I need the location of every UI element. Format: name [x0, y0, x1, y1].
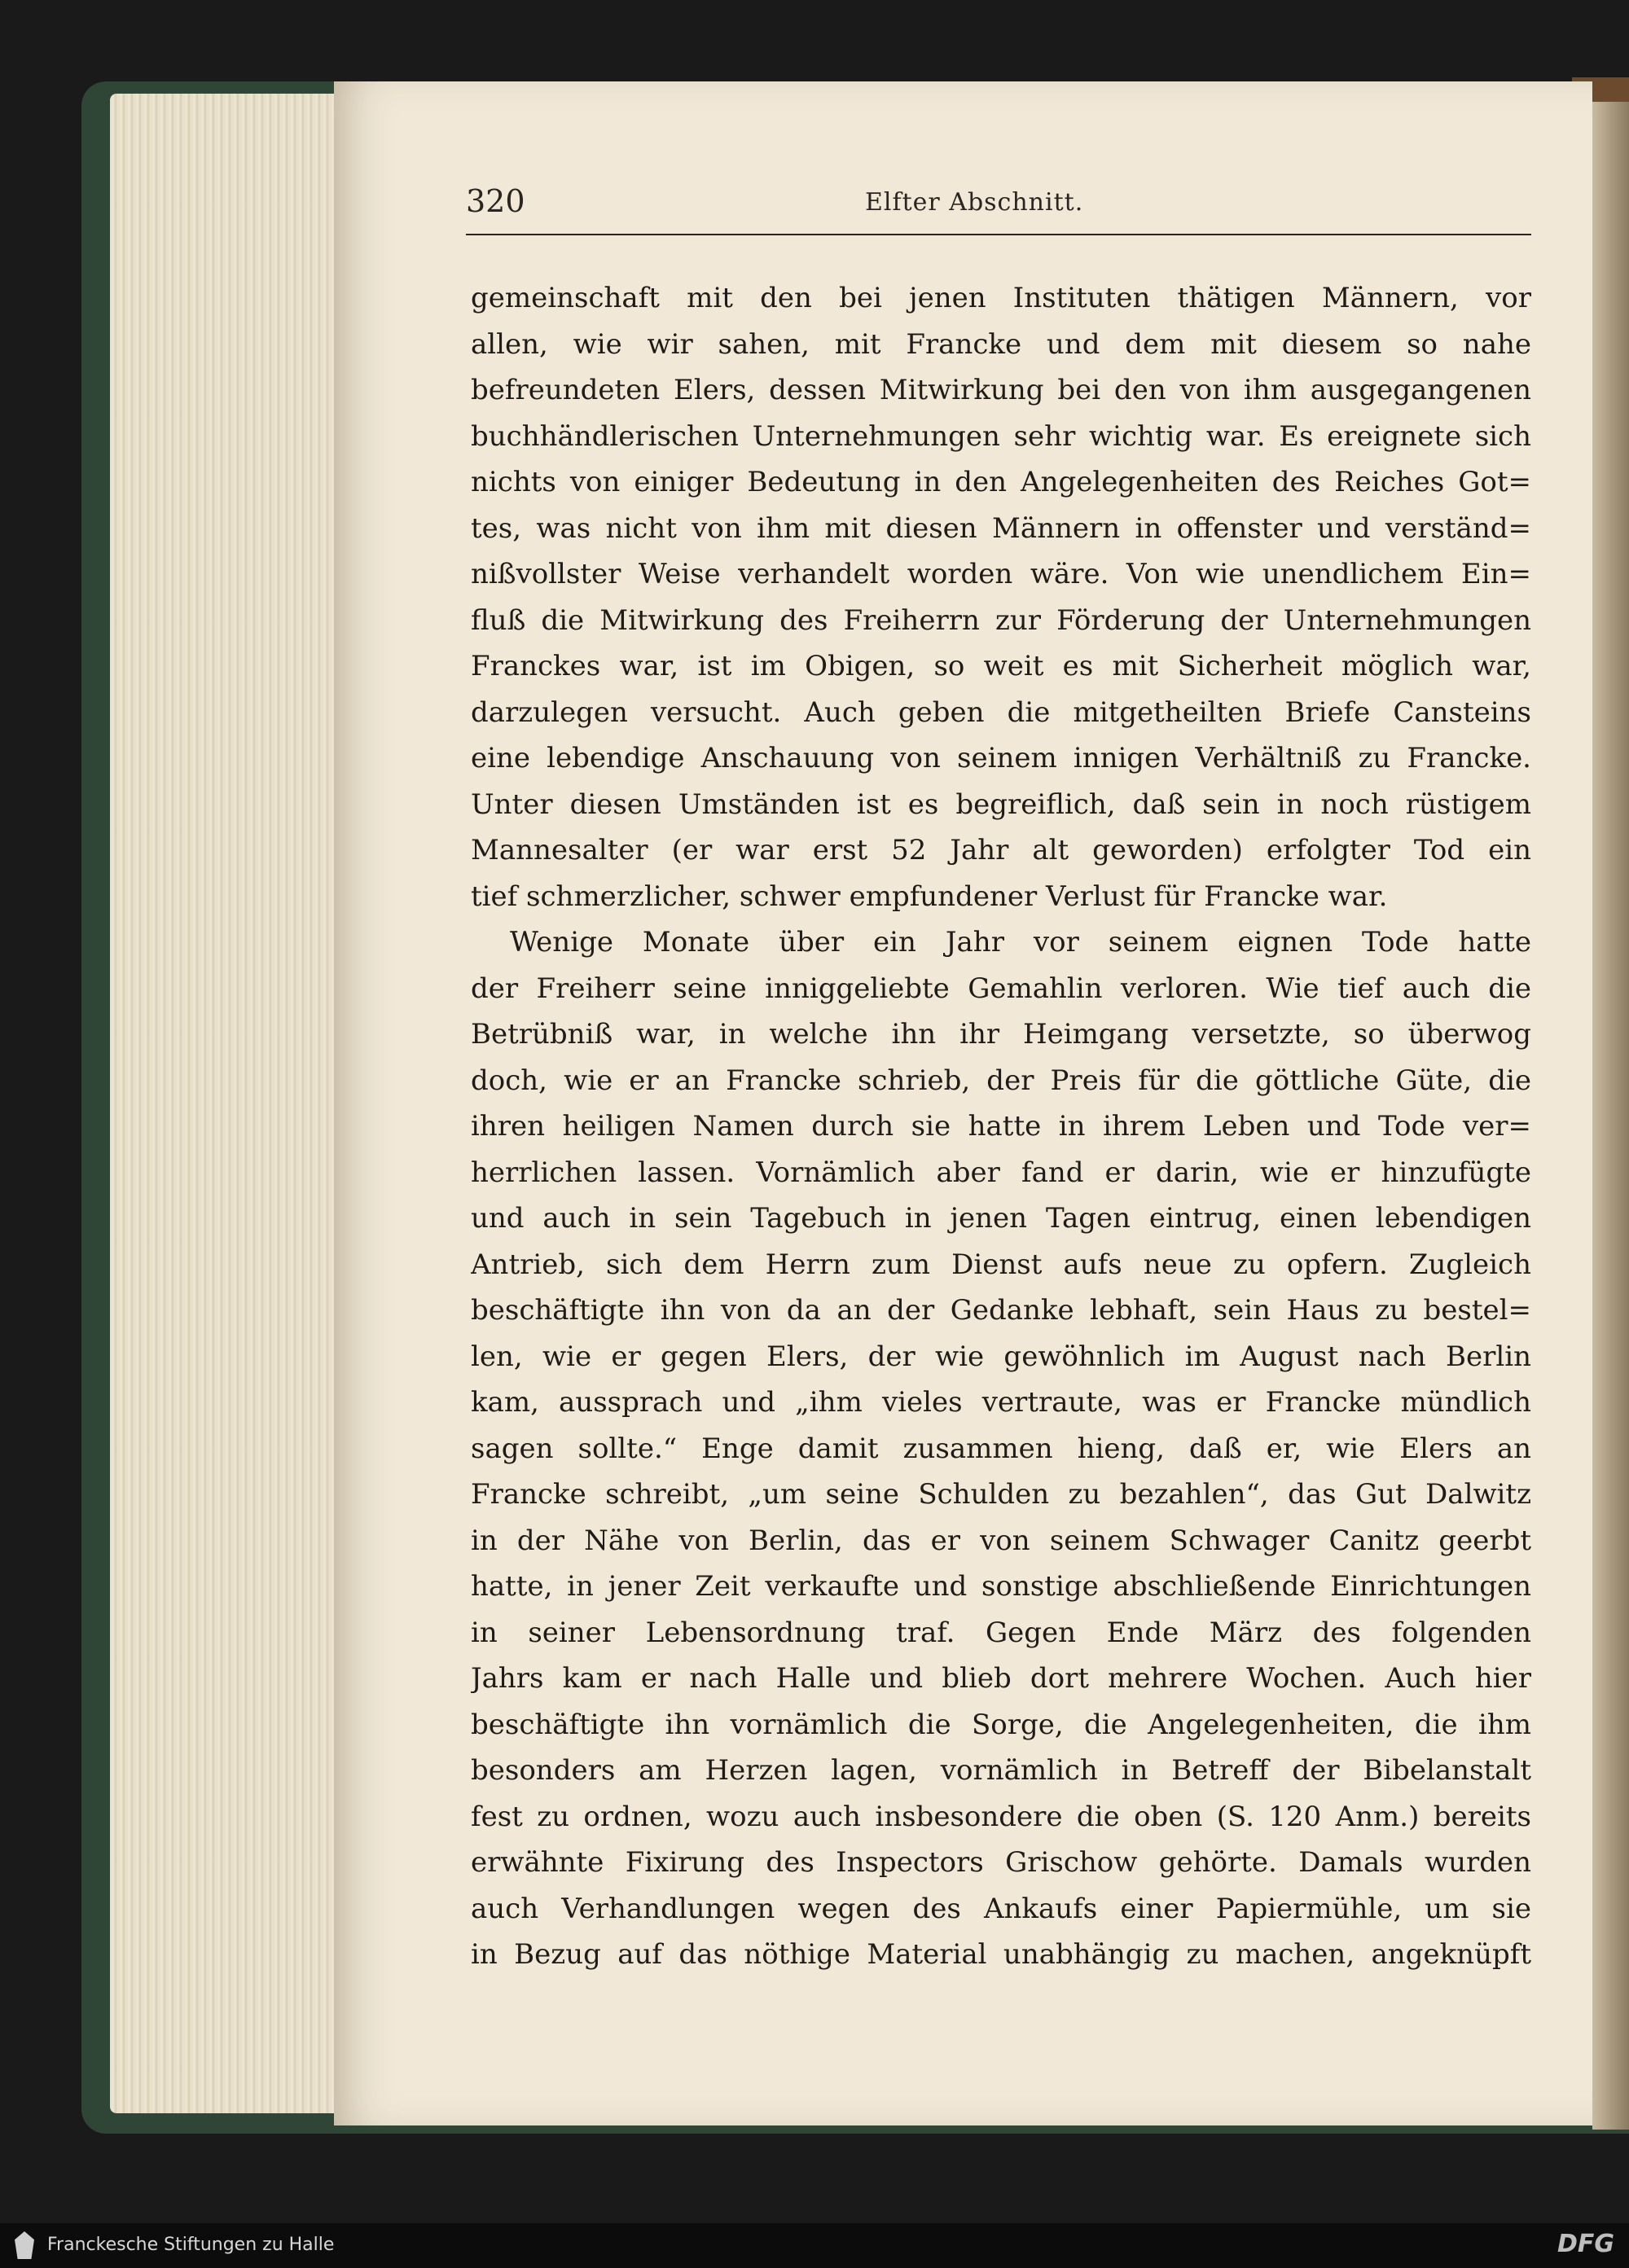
- text-line: herrlichen lassen. Vornämlich aber fand er darin, wie er hinzufügte: [471, 1156, 1531, 1189]
- text-line: len, wie er gegen Elers, der wie gewöhnlich im August nach Berlin: [471, 1340, 1531, 1373]
- text-line: in seiner Lebensordnung traf. Gegen Ende März des folgenden: [471, 1616, 1531, 1649]
- text-line: buchhändlerischen Unternehmungen sehr wichtig war. Es ereignete sich: [471, 419, 1531, 453]
- text-line: Franckes war, ist im Obigen, so weit es mit Sicherheit möglich war,: [471, 650, 1531, 682]
- text-line: darzulegen versucht. Auch geben die mitgetheilten Briefe Cansteins: [471, 695, 1531, 729]
- section-title: Elfter Abschnitt.: [865, 188, 1084, 217]
- text-line: auch Verhandlungen wegen des Ankaufs einer Papiermühle, um sie: [471, 1892, 1531, 1925]
- text-line: fluß die Mitwirkung des Freiherrn zur Förderung der Unternehmungen: [471, 603, 1531, 637]
- text-line: beschäftigte ihn von da an der Gedanke lebhaft, sein Haus zu bestel=: [471, 1294, 1531, 1327]
- text-line: und auch in sein Tagebuch in jenen Tagen eintrug, einen lebendigen: [471, 1202, 1531, 1235]
- text-line: gemeinschaft mit den bei jenen Instituten thätigen Männern, vor: [471, 282, 1531, 314]
- text-line: in der Nähe von Berlin, das er von seinem Schwager Canitz geerbt: [471, 1524, 1531, 1557]
- text-line: hatte, in jener Zeit verkaufte und sonstige abschließende Einrichtungen: [471, 1570, 1531, 1603]
- text-line: kam, aussprach und „ihm vieles vertraute, was er Francke mündlich: [471, 1386, 1531, 1419]
- text-line: nißvollster Weise verhandelt worden wäre. Von wie unendlichem Ein=: [471, 558, 1531, 590]
- text-line: befreundeten Elers, dessen Mitwirkung bei den von ihm ausgegangenen: [471, 374, 1531, 406]
- text-line: sagen sollte.“ Enge damit zusammen hieng, daß er, wie Elers an: [471, 1432, 1531, 1465]
- text-line: eine lebendige Anschauung von seinem innigen Verhältniß zu Francke.: [471, 742, 1531, 774]
- footer-bar: [0, 2223, 1629, 2268]
- text-line: tes, was nicht von ihm mit diesen Männern in offenster und verständ=: [471, 511, 1531, 545]
- footer-dfg-logo: DFG: [1557, 2230, 1614, 2258]
- text-line: ihren heiligen Namen durch sie hatte in ihrem Leben und Tode ver=: [471, 1110, 1531, 1143]
- text-line: fest zu ordnen, wozu auch insbesondere die oben (S. 120 Anm.) bereits: [471, 1800, 1531, 1833]
- text-line: besonders am Herzen lagen, vornämlich in Betreff der Bibelanstalt: [471, 1754, 1531, 1787]
- text-line: der Freiherr seine inniggeliebte Gemahlin verloren. Wie tief auch die: [471, 972, 1531, 1005]
- page-stack-edges: [110, 94, 346, 2113]
- text-line: tief schmerzlicher, schwer empfundener Verlust für Francke war.: [471, 880, 1388, 913]
- text-line: Francke schreibt, „um seine Schulden zu bezahlen“, das Gut Dalwitz: [471, 1478, 1531, 1511]
- text-line: Unter diesen Umständen ist es begreiflich, daß sein in noch rüstigem: [471, 787, 1531, 821]
- page-number: 320: [466, 183, 525, 219]
- text-line: allen, wie wir sahen, mit Francke und dem mit diesem so nahe: [471, 327, 1531, 361]
- text-line: doch, wie er an Francke schrieb, der Preis für die göttliche Güte, die: [471, 1064, 1531, 1097]
- text-line: Jahrs kam er nach Halle und blieb dort mehrere Wochen. Auch hier: [471, 1662, 1531, 1695]
- text-line: beschäftigte ihn vornämlich die Sorge, die Angelegenheiten, die ihm: [471, 1708, 1531, 1741]
- text-line: Antrieb, sich dem Herrn zum Dienst aufs neue zu opfern. Zugleich: [471, 1248, 1531, 1281]
- text-line: in Bezug auf das nöthige Material unabhängig zu machen, angeknüpft: [471, 1938, 1531, 1971]
- text-line: Mannesalter (er war erst 52 Jahr alt geworden) erfolgter Tod ein: [471, 834, 1531, 866]
- footer-institution: Franckesche Stiftungen zu Halle: [47, 2235, 335, 2255]
- text-line: Betrübniß war, in welche ihn ihr Heimgang versetzte, so überwog: [471, 1018, 1531, 1051]
- body-text: [471, 275, 1531, 1978]
- running-head: [466, 183, 1531, 235]
- text-line: nichts von einiger Bedeutung in den Angelegenheiten des Reiches Got=: [471, 466, 1531, 498]
- institution-logo-icon: [15, 2231, 34, 2259]
- text-line: erwähnte Fixirung des Inspectors Grischow gehörte. Damals wurden: [471, 1846, 1531, 1879]
- facing-page-edge: [1592, 102, 1629, 2130]
- text-line: Wenige Monate über ein Jahr vor seinem eignen Tode hatte: [510, 926, 1531, 959]
